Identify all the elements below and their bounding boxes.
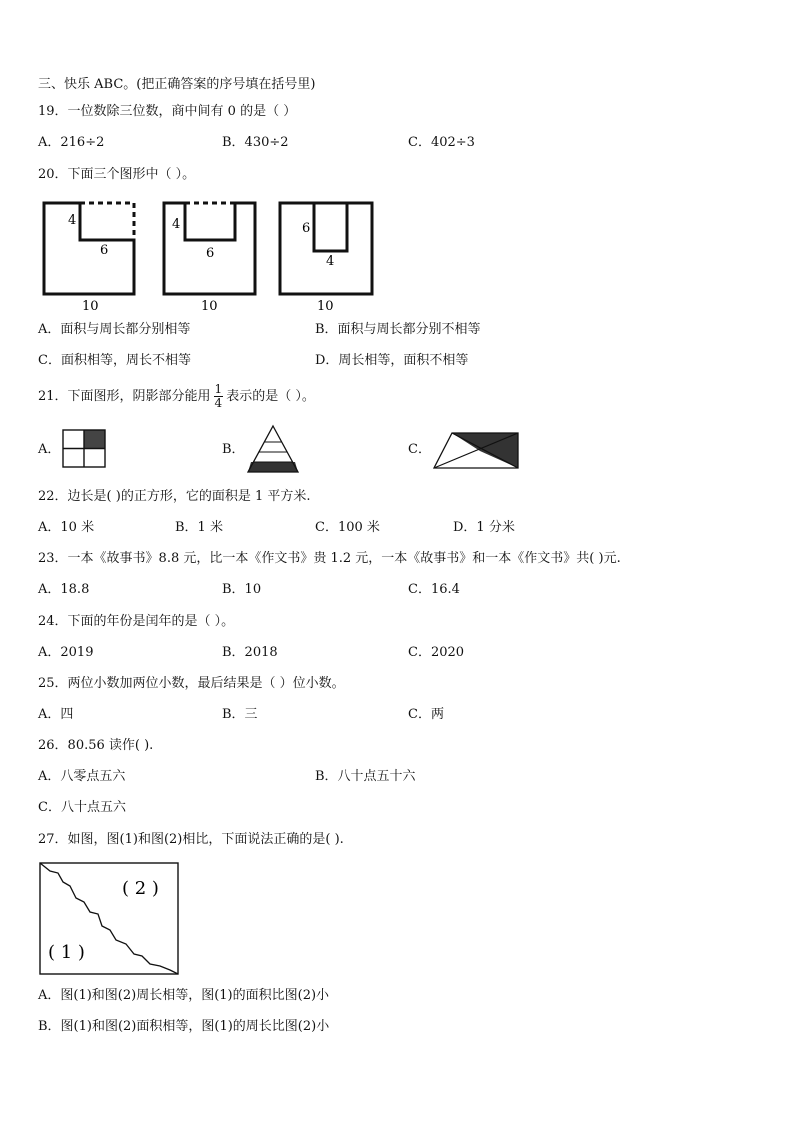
q21-figure-c-parallelogram — [432, 431, 522, 471]
question-24-stem: 24．下面的年份是闰年的是（ ）。 — [38, 614, 235, 629]
q26-option-a[interactable]: A．八零点五六 — [38, 769, 126, 784]
q19-option-c[interactable]: C．402÷3 — [408, 135, 475, 150]
q20-option-b[interactable]: B．面积与周长都分别不相等 — [315, 322, 481, 337]
q20-option-c[interactable]: C．面积相等，周长不相等 — [38, 353, 191, 368]
q26-option-c[interactable]: C．八十点五六 — [38, 800, 126, 815]
q24-option-b[interactable]: B．2018 — [222, 645, 278, 660]
q21-option-b[interactable]: B． — [222, 442, 245, 457]
q19-option-a[interactable]: A．216÷2 — [38, 135, 105, 150]
q22-option-d[interactable]: D．1 分米 — [453, 520, 515, 535]
question-27-stem: 27．如图，图(1)和图(2)相比，下面说法正确的是( ). — [38, 832, 344, 847]
section-title: 三、快乐 ABC。(把正确答案的序号填在括号里) — [38, 77, 316, 92]
q21-fraction-numerator: 1 — [214, 382, 223, 396]
q21-fraction — [214, 383, 224, 410]
question-22-stem: 22．边长是( )的正方形，它的面积是 1 平方米. — [38, 489, 311, 504]
q21-figure-b-triangle — [245, 424, 301, 474]
q22-option-a[interactable]: A．10 米 — [38, 520, 95, 535]
q21-fraction-denominator: 4 — [214, 396, 223, 410]
q22-option-c[interactable]: C．100 米 — [315, 520, 380, 535]
q23-option-c[interactable]: C．16.4 — [408, 582, 460, 597]
q20-shape3-label-bottom: 10 — [317, 299, 334, 314]
q25-option-b[interactable]: B．三 — [222, 707, 258, 722]
q27-option-b[interactable]: B．图(1)和图(2)面积相等，图(1)的周长比图(2)小 — [38, 1019, 330, 1034]
q25-option-a[interactable]: A．四 — [38, 707, 74, 722]
question-19-stem: 19．一位数除三位数，商中间有 0 的是（ ） — [38, 104, 297, 119]
q27-figure — [38, 860, 182, 978]
q20-shapes-figure — [30, 196, 390, 314]
q20-shape1-label-bottom: 10 — [82, 299, 99, 314]
q24-option-c[interactable]: C．2020 — [408, 645, 465, 660]
q23-option-a[interactable]: A．18.8 — [38, 582, 90, 597]
q20-option-d[interactable]: D．周长相等，面积不相等 — [315, 353, 469, 368]
q20-option-a[interactable]: A．面积与周长都分别相等 — [38, 322, 191, 337]
q23-option-b[interactable]: B．10 — [222, 582, 262, 597]
q26-option-b[interactable]: B．八十点五十六 — [315, 769, 416, 784]
q20-shape2-label-bottom: 10 — [201, 299, 218, 314]
q25-option-c[interactable]: C．两 — [408, 707, 444, 722]
question-26-stem: 26．80.56 读作( ). — [38, 738, 154, 753]
q21-stem-after: 表示的是（ ）。 — [226, 389, 315, 404]
q20-shape3-label-mid: 4 — [326, 254, 335, 269]
q20-shape3-label-top: 6 — [302, 221, 311, 236]
q27-label-2: ( 2 ) — [122, 878, 159, 899]
q19-option-b[interactable]: B．430÷2 — [222, 135, 289, 150]
q20-shape2-label-mid: 6 — [206, 246, 215, 261]
q20-shape1-label-top: 4 — [68, 213, 77, 228]
q21-option-c[interactable]: C． — [408, 442, 431, 457]
question-20-stem: 20．下面三个图形中（ ）。 — [38, 167, 196, 182]
q20-shape2-label-top: 4 — [172, 217, 181, 232]
question-23-stem: 23．一本《故事书》8.8 元，比一本《作文书》贵 1.2 元，一本《故事书》和一本《作文书》共( )元. — [38, 551, 621, 566]
q20-shape1-label-mid: 6 — [100, 243, 109, 258]
question-25-stem: 25．两位小数加两位小数，最后结果是（ ）位小数。 — [38, 676, 345, 691]
q21-stem-before: 21．下面图形，阴影部分能用 — [38, 389, 211, 404]
q24-option-a[interactable]: A．2019 — [38, 645, 94, 660]
question-21-stem — [38, 381, 315, 413]
q27-option-a[interactable]: A．图(1)和图(2)周长相等，图(1)的面积比图(2)小 — [38, 988, 330, 1003]
q27-label-1: ( 1 ) — [48, 942, 85, 963]
q21-figure-a-grid — [62, 429, 106, 469]
q21-option-a[interactable]: A． — [38, 442, 61, 457]
q22-option-b[interactable]: B．1 米 — [175, 520, 223, 535]
